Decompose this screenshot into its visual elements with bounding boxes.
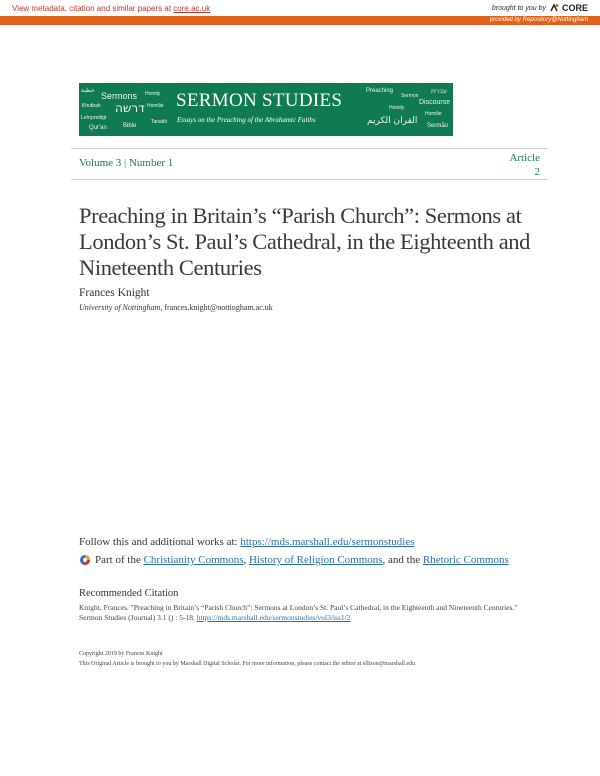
core-link-domain[interactable]: core.ac.uk bbox=[173, 4, 211, 13]
banner-word: Khutbah bbox=[82, 103, 101, 109]
banner-word: Qur'an bbox=[89, 125, 107, 131]
core-brought-by: brought to you by bbox=[491, 4, 546, 12]
core-logo-icon bbox=[549, 3, 559, 13]
core-link-prefix: View metadata, citation and similar papers at bbox=[12, 4, 174, 13]
banner-word: Discourse bbox=[419, 99, 451, 106]
citation-text bbox=[79, 603, 529, 623]
core-provider-strip bbox=[0, 16, 600, 25]
copyright-line: Copyright 2019 by Frances Knight bbox=[79, 651, 163, 657]
article-number[interactable] bbox=[504, 151, 540, 179]
banner-word: Homily bbox=[389, 105, 405, 111]
journal-subtitle: Essays on the Preaching of the Abrahamic Faiths bbox=[177, 116, 316, 124]
banner-word: Lehrpredigt bbox=[81, 115, 107, 121]
history-of-religion-commons-link[interactable]: History of Religion Commons bbox=[249, 554, 383, 566]
citation-body: Knight, Frances. "Preaching in Britain’s “Parish Church”: Sermons at London’s St. Paul’s Cathedral, in the Eighteenth and Nineteenth Centuries." Sermon Studies (Journal) 3.1 () : 5-18. bbox=[79, 603, 518, 622]
core-provided-by: provided by Repository@Nottingham bbox=[489, 17, 588, 23]
affiliation-institution: University of Nottingham bbox=[79, 303, 161, 312]
journal-banner bbox=[79, 83, 453, 136]
christianity-commons-link[interactable]: Christianity Commons bbox=[143, 554, 244, 566]
meta-top-rule bbox=[71, 148, 547, 149]
recommended-citation-heading: Recommended Citation bbox=[79, 588, 179, 599]
core-logo-text: CORE bbox=[561, 3, 588, 13]
author-affiliation bbox=[79, 303, 273, 312]
meta-bottom-rule bbox=[71, 179, 547, 180]
rhetoric-commons-link[interactable]: Rhetoric Commons bbox=[422, 554, 509, 566]
volume-number[interactable]: Volume 3 | Number 1 bbox=[79, 157, 174, 169]
banner-word: Homilie bbox=[425, 111, 442, 117]
banner-word: Sermão bbox=[427, 123, 449, 129]
banner-word: خطبة bbox=[81, 88, 95, 94]
core-metadata-link[interactable] bbox=[12, 4, 210, 13]
author-name: Frances Knight bbox=[79, 287, 150, 299]
journal-title: SERMON STUDIES bbox=[176, 90, 343, 111]
banner-word: Sermons bbox=[101, 91, 138, 101]
banner-word: Homilie bbox=[147, 103, 164, 109]
banner-word: Sermon bbox=[401, 93, 419, 99]
citation-link[interactable]: https://mds.marshall.edu/sermonstudies/vol3/iss1/2 bbox=[196, 613, 351, 622]
follow-link[interactable]: https://mds.marshall.edu/sermonstudies bbox=[240, 536, 415, 548]
article-value: 2 bbox=[534, 166, 540, 178]
banner-word: Tanakh bbox=[151, 119, 168, 125]
banner-word: Homily bbox=[145, 91, 161, 97]
banner-word: Preaching bbox=[366, 88, 394, 94]
part-of-text bbox=[95, 554, 509, 566]
affiliation-email: , frances.knight@nottingham.ac.uk bbox=[160, 303, 273, 312]
banner-word: עברית bbox=[431, 88, 447, 95]
follow-line bbox=[79, 536, 414, 548]
banner-word: القران الكريم bbox=[367, 116, 418, 126]
core-brand[interactable] bbox=[492, 3, 588, 13]
part-of-line bbox=[79, 554, 509, 566]
separator: , and the bbox=[382, 554, 423, 566]
follow-prefix: Follow this and additional works at: bbox=[79, 536, 241, 548]
banner-word: Bible bbox=[123, 123, 137, 129]
article-label: Article bbox=[509, 152, 540, 164]
distribution-notice: This Original Article is brought to you by Marshall Digital Scholar. For more information, please contact the editor at ellison@marshall.edu bbox=[79, 661, 416, 667]
paper-title: Preaching in Britain’s “Parish Church”: Sermons at London’s St. Paul’s Cathedral, in the Eighteenth and Nineteenth Centuries bbox=[79, 203, 531, 280]
banner-word: דרשה bbox=[115, 101, 145, 115]
part-of-prefix: Part of the bbox=[95, 554, 144, 566]
separator: , bbox=[243, 554, 250, 566]
commons-network-icon bbox=[79, 554, 91, 566]
